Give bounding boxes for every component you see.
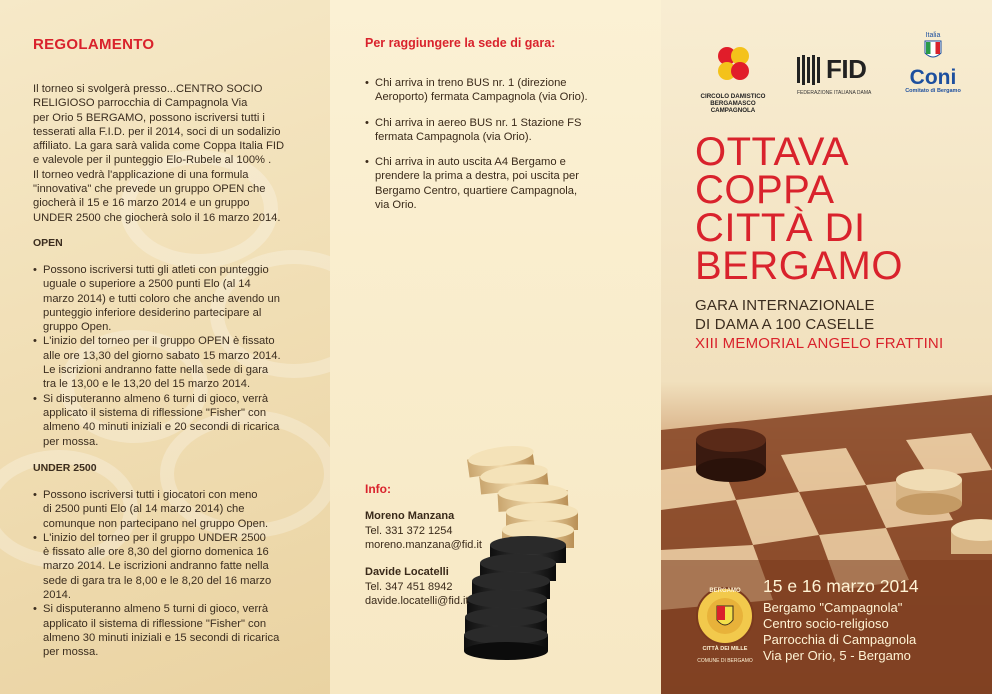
list-item: • Possono iscriversi tutti i giocatori con meno di 2500 punti Elo (al 14 marzo 2014) che comunque non partecipano nel gruppo Open. <box>33 488 318 531</box>
title-line: OTTAVA <box>695 130 850 174</box>
logo-text: BERGAMASCO <box>710 100 756 107</box>
list-item: • Si disputeranno almeno 6 turni di gioco, verrà applicato il sistema di riflessione "Fisher" con almeno 40 minuti iniziali e 20 secondi di ricarica per mossa. <box>33 392 318 449</box>
contact-card <box>365 565 469 609</box>
contact-phone: Tel. 331 372 1254 <box>365 524 453 537</box>
list-item: • L'inizio del torneo per il gruppo OPEN è fissato alle ore 13,30 del giorno sabato 15 marzo 2014. Le iscrizioni andranno fatte nella sede di gara tra le 13,00 e le 13,20 del 15 marzo 2014. <box>33 334 318 391</box>
open-rules <box>33 263 318 449</box>
venue-line: Parrocchia di Campagnola <box>763 632 917 647</box>
intro-line: giocherà il 15 e 16 marzo 2014 e un gruppo <box>33 197 250 210</box>
title-line: CITTÀ DI <box>695 206 866 250</box>
list-item: • L'inizio del torneo per il gruppo UNDER 2500 è fissato alle ore 8,30 del giorno domenica 16 marzo 2014. Le iscrizioni andranno fatte nella sede di gara tra le 8,00 e le 8,20 del 16 marzo 2014. <box>33 531 318 602</box>
directions-list <box>365 76 625 223</box>
logo-text: CAMPAGNOLA <box>710 107 756 114</box>
contact-email[interactable]: davide.locatelli@fid.it <box>365 595 469 607</box>
coni-subtitle: Comitato di Bergamo <box>905 88 961 94</box>
contact-name: Moreno Manzana <box>365 510 455 522</box>
venue-line: Via per Orio, 5 - Bergamo <box>763 648 911 663</box>
contact-phone: Tel. 347 451 8942 <box>365 580 453 593</box>
black-pieces <box>464 536 566 660</box>
intro-line: tesserati alla F.I.D. per il 2014, soci di un sodalizio <box>33 125 281 138</box>
info-title: Info: <box>365 482 391 496</box>
coni-flag-icon <box>921 39 945 63</box>
intro-line: "innovativa" che prevede un gruppo OPEN che <box>33 183 266 196</box>
fid-subtitle: FEDERAZIONE ITALIANA DAMA <box>797 90 872 96</box>
fid-bars-icon <box>797 55 823 85</box>
memorial-subtitle: XIII MEMORIAL ANGELO FRATTINI <box>695 335 944 352</box>
intro-line: UNDER 2500 che giocherà solo il 16 marzo 2014. <box>33 211 281 224</box>
intro-line: Il torneo si svolgerà presso...CENTRO SOCIO <box>33 83 263 95</box>
event-subtitle: GARA INTERNAZIONALE <box>695 297 875 314</box>
contact-card <box>365 509 482 553</box>
rules-title: REGOLAMENTO <box>33 36 155 53</box>
rules-intro <box>33 82 313 225</box>
circles-logo-icon <box>713 44 753 84</box>
event-subtitle: DI DAMA A 100 CASELLE <box>695 316 875 333</box>
intro-line: RELIGIOSO parrocchia di Campagnola Via <box>33 97 248 110</box>
venue-line: Centro socio-religioso <box>763 616 889 631</box>
comune-bergamo-seal-icon <box>693 578 757 666</box>
intro-line: per Orio 5 BERGAMO, possono iscriversi tutti i <box>33 111 265 124</box>
coni-logo <box>901 32 965 94</box>
event-date: 15 e 16 marzo 2014 <box>763 576 919 596</box>
venue-line: Bergamo "Campagnola" <box>763 600 903 615</box>
event-title <box>695 130 985 288</box>
svg-text:BERGAMO: BERGAMO <box>709 588 741 594</box>
logo-text: CIRCOLO DAMISTICO <box>700 93 766 100</box>
under-section-title: UNDER 2500 <box>33 462 97 474</box>
title-line: COPPA <box>695 168 835 212</box>
coni-word: Coni <box>909 66 957 89</box>
list-item: • Chi arriva in treno BUS nr. 1 (direzione Aeroporto) fermata Campagnola (via Orio). <box>365 76 625 105</box>
list-item: • Si disputeranno almeno 5 turni di gioco, verrà applicato il sistema di riflessione "Fisher" con almeno 30 minuti iniziali e 15 secondi di ricarica per mossa. <box>33 602 318 659</box>
title-line: BERGAMO <box>695 244 903 288</box>
svg-text:COMUNE DI BERGAMO: COMUNE DI BERGAMO <box>697 658 753 664</box>
fid-word: FID <box>826 54 867 84</box>
open-section-title: OPEN <box>33 237 63 249</box>
list-item: • Chi arriva in auto uscita A4 Bergamo e prendere la prima a destra, poi uscita per Bergamo Centro, quartiere Campagnola, via Orio. <box>365 155 625 212</box>
coni-italia: Italia <box>925 32 941 39</box>
intro-line: affiliato. La gara sarà valida come Coppa Italia FID <box>33 140 285 153</box>
intro-line: e valevole per il punteggio Elo-Rubele al 100% . <box>33 154 272 167</box>
circolo-damistico-logo <box>697 44 769 114</box>
list-item: • Chi arriva in aereo BUS nr. 1 Stazione FS fermata Campagnola (via Orio). <box>365 116 625 145</box>
wood-pieces <box>467 442 578 548</box>
intro-line: Il torneo vedrà l'applicazione di una formula <box>33 168 249 181</box>
svg-text:CITTÀ DEI MILLE: CITTÀ DEI MILLE <box>702 646 748 652</box>
directions-title: Per raggiungere la sede di gara: <box>365 36 556 50</box>
fid-logo <box>797 54 877 96</box>
under-rules <box>33 488 318 660</box>
contact-email[interactable]: moreno.manzana@fid.it <box>365 539 482 551</box>
list-item: • Possono iscriversi tutti gli atleti con punteggio uguale o superiore a 2500 punti Elo (al 14 marzo 2014) e tutti coloro che anche avendo un punteggio inferiore desiderino partecipare al gruppo Open. <box>33 263 318 334</box>
contact-name: Davide Locatelli <box>365 566 449 578</box>
